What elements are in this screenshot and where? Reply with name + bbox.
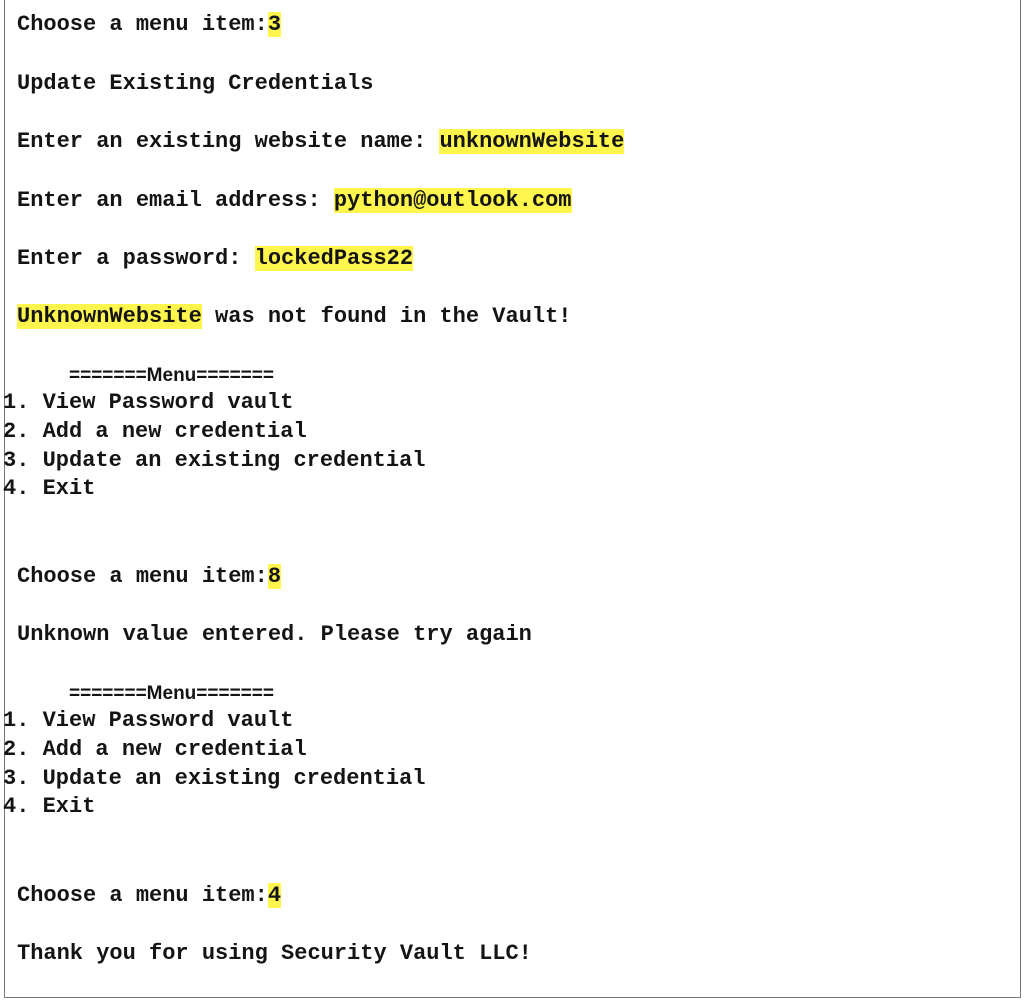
not-found-text: was not found in the Vault! — [201, 304, 572, 329]
email-input-value: python@outlook.com — [333, 188, 572, 213]
section-heading: Update Existing Credentials — [17, 71, 374, 96]
console-output — [3, 0, 625, 966]
menu-prompt-label: Choose a menu item: — [17, 883, 268, 908]
error-message: Unknown value entered. Please try again — [17, 622, 532, 647]
menu-item-view-vault: 1. View Password vault — [3, 390, 294, 415]
menu-prompt-line — [17, 562, 281, 592]
menu-item-add-credential: 2. Add a new credential — [3, 737, 307, 762]
menu-title: =======Menu======= — [69, 365, 274, 386]
menu-item-update-credential: 3. Update an existing credential — [3, 766, 426, 791]
menu-prompt-line — [17, 10, 281, 40]
password-input-value: lockedPass22 — [254, 246, 414, 271]
email-prompt-label: Enter an email address: — [17, 188, 334, 213]
menu-item-view-vault: 1. View Password vault — [3, 708, 294, 733]
menu-choice-value: 4 — [267, 883, 282, 908]
menu-item-exit: 4. Exit — [3, 476, 96, 501]
website-input-value: unknownWebsite — [439, 129, 625, 154]
menu-prompt-label: Choose a menu item: — [17, 12, 268, 37]
menu-prompt-line — [17, 881, 281, 911]
farewell-message: Thank you for using Security Vault LLC! — [17, 941, 532, 966]
menu-item-add-credential: 2. Add a new credential — [3, 419, 307, 444]
menu-item-exit: 4. Exit — [3, 794, 96, 819]
password-prompt-line — [17, 244, 413, 274]
not-found-website-name: UnknownWebsite — [17, 304, 202, 329]
menu-prompt-label: Choose a menu item: — [17, 564, 268, 589]
menu-title: =======Menu======= — [69, 683, 274, 704]
password-prompt-label: Enter a password: — [17, 246, 255, 271]
website-prompt-label: Enter an existing website name: — [17, 129, 440, 154]
menu-item-update-credential: 3. Update an existing credential — [3, 448, 426, 473]
website-prompt-line — [17, 127, 624, 157]
menu-choice-value: 3 — [267, 12, 282, 37]
menu-choice-value: 8 — [267, 564, 282, 589]
not-found-message — [17, 302, 572, 332]
email-prompt-line — [17, 186, 572, 216]
